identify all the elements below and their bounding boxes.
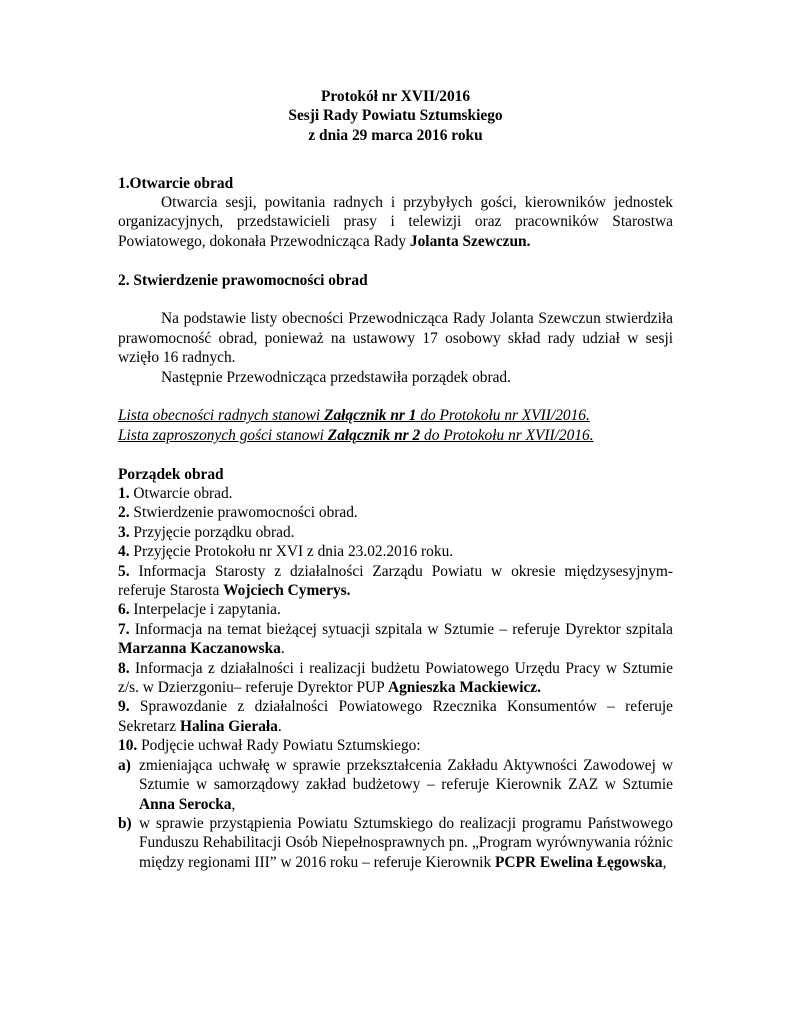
agenda-item-text: Przyjęcie Protokołu nr XVI z dnia 23.02.2016 roku. bbox=[129, 543, 454, 561]
title-line-3: z dnia 29 marca 2016 roku bbox=[308, 126, 483, 144]
section-1-paragraph bbox=[118, 193, 673, 251]
attachment-1-ref: Załącznik nr 1 bbox=[324, 407, 417, 425]
agenda-item-number: 1. bbox=[118, 485, 130, 502]
section-1-text: Otwarcia sesji, powitania radnych i przybyłych gości, kierowników jednostek organizacyjnych, przedstawicieli prasy i telewizji oraz pracowników Starostwa Powiatowego, dokonała Przewodnicząca Rady bbox=[118, 193, 673, 250]
agenda-item bbox=[118, 484, 673, 503]
agenda-item bbox=[118, 503, 673, 522]
agenda-item-person: Halina Gierała bbox=[179, 717, 278, 735]
document-page bbox=[118, 87, 673, 872]
agenda-subitem-tail: , bbox=[662, 853, 667, 871]
agenda-subitem-person: PCPR Ewelina Łęgowska bbox=[495, 853, 663, 871]
agenda-item-text: Informacja Starosty z działalności Zarządu Powiatu w okresie międzysesyjnym- referuje Starosta bbox=[118, 562, 673, 600]
attachment-2-post: do Protokołu nr XVII/2016. bbox=[420, 426, 594, 444]
agenda-item-number: 9. bbox=[118, 698, 130, 716]
agenda-subitem-tail: , bbox=[231, 795, 236, 813]
section-2-paragraph-1: Na podstawie listy obecności Przewodnicząca Rady Jolanta Szewczun stwierdziła prawomocność obrad, ponieważ na ustawowy 17 osobowy skład rady udział w sesji wzięło 16 radnych. bbox=[118, 310, 673, 367]
agenda-item bbox=[118, 562, 673, 601]
agenda-item-text: Stwierdzenie prawomocności obrad. bbox=[129, 504, 358, 522]
agenda-item-number: 6. bbox=[118, 601, 130, 619]
attachment-2-pre: Lista zaproszonych gości stanowi bbox=[118, 426, 328, 444]
agenda-subitem-label: a) bbox=[118, 756, 131, 774]
agenda-item bbox=[118, 542, 673, 561]
agenda-item-number: 5. bbox=[118, 562, 130, 580]
agenda-item-person: Wojciech Cymerys. bbox=[223, 582, 351, 600]
agenda-item bbox=[118, 697, 673, 736]
agenda-item-tail: . bbox=[280, 640, 285, 658]
agenda-item-number: 2. bbox=[118, 504, 130, 522]
title-line-2: Sesji Rady Powiatu Sztumskiego bbox=[288, 107, 503, 125]
agenda-item bbox=[118, 736, 673, 755]
agenda-item bbox=[118, 523, 673, 542]
agenda-item-text: Interpelacje i zapytania. bbox=[129, 601, 281, 619]
section-1-chair-name: Jolanta Szewczun. bbox=[409, 232, 531, 250]
agenda-item-number: 8. bbox=[118, 659, 130, 677]
agenda-item-number: 7. bbox=[118, 620, 130, 638]
agenda-subitem-text bbox=[139, 814, 673, 872]
agenda-item-text: Otwarcie obrad. bbox=[129, 485, 233, 502]
attachment-1-post: do Protokołu nr XVII/2016. bbox=[416, 407, 590, 425]
agenda-item-text: Podjęcie uchwał Rady Powiatu Sztumskiego: bbox=[137, 737, 421, 755]
agenda-item-text: Przyjęcie porządku obrad. bbox=[129, 523, 295, 541]
agenda-item-text: Sprawozdanie z działalności Powiatowego Rzecznika Konsumentów – referuje Sekretarz bbox=[118, 698, 673, 735]
document-title bbox=[118, 87, 673, 145]
agenda-heading: Porządek obrad bbox=[118, 465, 224, 483]
agenda-item bbox=[118, 600, 673, 619]
agenda-item-number: 4. bbox=[118, 543, 130, 561]
agenda-subitem-label: b) bbox=[118, 814, 132, 832]
attachment-1-pre: Lista obecności radnych stanowi bbox=[118, 407, 325, 425]
attachment-2-ref: Załącznik nr 2 bbox=[327, 426, 421, 444]
section-2-heading: 2. Stwierdzenie prawomocności obrad bbox=[118, 271, 368, 289]
agenda-item-tail: . bbox=[277, 717, 282, 735]
section-1-heading: 1.Otwarcie obrad bbox=[118, 174, 234, 192]
agenda-subitem-person: Anna Serocka bbox=[139, 795, 232, 813]
section-2-paragraph-2: Następnie Przewodnicząca przedstawiła porządek obrad. bbox=[161, 368, 511, 386]
agenda-item bbox=[118, 620, 673, 659]
agenda-item-text: Informacja z działalności i realizacji budżetu Powiatowego Urzędu Pracy w Sztumie z/s. w Dzierzgoniu– referuje Dyrektor PUP bbox=[118, 659, 673, 697]
agenda-item-number: 10. bbox=[118, 737, 138, 755]
agenda-subitem bbox=[118, 814, 673, 872]
agenda-item-text: Informacja na temat bieżącej sytuacji szpitala w Sztumie – referuje Dyrektor szpitala bbox=[129, 620, 673, 638]
agenda-item-number: 3. bbox=[118, 523, 130, 541]
title-line-1: Protokół nr XVII/2016 bbox=[320, 88, 471, 105]
agenda-item-person: Marzanna Kaczanowska bbox=[118, 640, 281, 658]
agenda-item-person: Agnieszka Mackiewicz. bbox=[387, 679, 541, 697]
agenda-item bbox=[118, 659, 673, 698]
agenda-subitem-text bbox=[139, 756, 673, 814]
attachment-line-2 bbox=[118, 426, 673, 445]
agenda-subitem bbox=[118, 756, 673, 814]
agenda-subitem-body: w sprawie przystąpienia Powiatu Sztumskiego do realizacji programu Państwowego Funduszu Rehabilitacji Osób Niepełnosprawnych pn. „Program wyrównywania różnic między regionami III” w 2016 roku – referuje Kierownik bbox=[139, 814, 673, 871]
attachment-line-1 bbox=[118, 406, 673, 425]
agenda-subitem-body: zmieniająca uchwałę w sprawie przekształcenia Zakładu Aktywności Zawodowej w Sztumie w samorządowy zakład budżetowy – referuje Kierownik ZAZ w Sztumie bbox=[139, 756, 673, 794]
